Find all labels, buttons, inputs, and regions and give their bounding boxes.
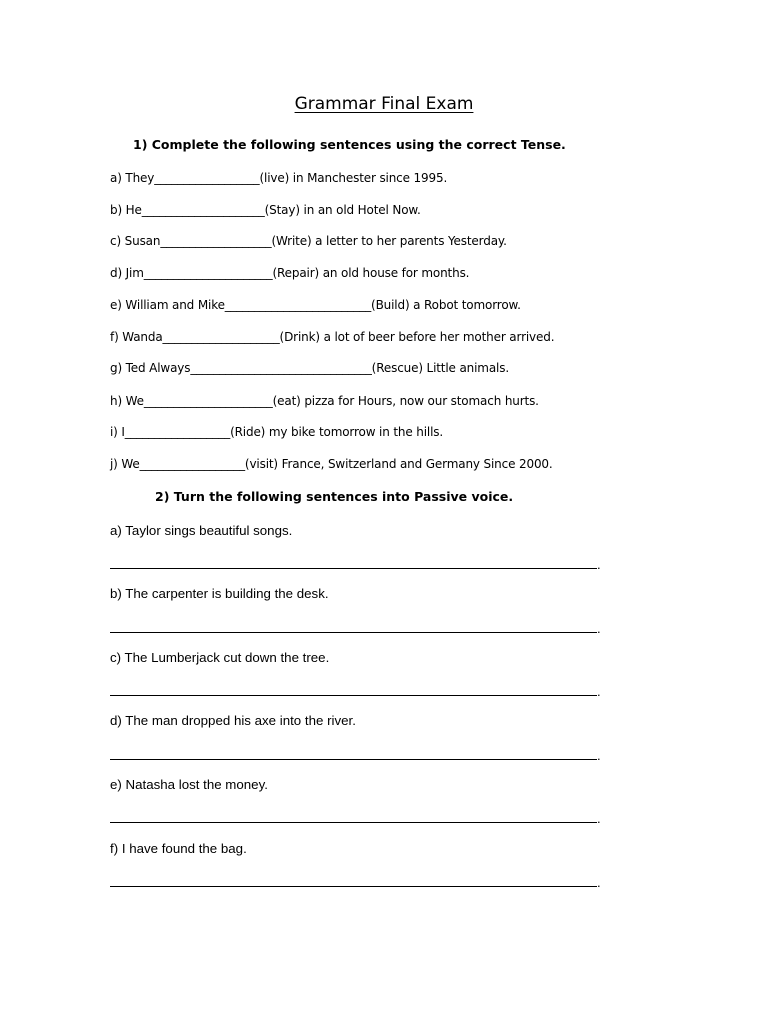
answer-line-b [110, 632, 597, 633]
passive-question-f: f) I have found the bag. [110, 841, 247, 856]
answer-line-e [110, 822, 597, 823]
passive-question-a: a) Taylor sings beautiful songs. [110, 523, 293, 538]
passive-question-b: b) The carpenter is building the desk. [110, 586, 329, 601]
answer-line-end: . [597, 684, 601, 699]
passive-question-c: c) The Lumberjack cut down the tree. [110, 650, 330, 665]
passive-question-d: d) The man dropped his axe into the river. [110, 713, 356, 728]
answer-line-f [110, 886, 597, 887]
answer-line-end: . [597, 557, 601, 572]
tense-question-b: b) He_____________________(Stay) in an old Hotel Now. [110, 203, 421, 217]
section-1-heading: 1) Complete the following sentences using the correct Tense. [133, 137, 566, 152]
answer-line-end: . [597, 748, 601, 763]
tense-question-i: i) I__________________(Ride) my bike tomorrow in the hills. [110, 425, 444, 439]
section-2-heading: 2) Turn the following sentences into Passive voice. [155, 489, 514, 504]
tense-question-d: d) Jim______________________(Repair) an old house for months. [110, 266, 470, 280]
answer-line-end: . [597, 875, 601, 890]
answer-line-c [110, 695, 597, 696]
passive-question-e: e) Natasha lost the money. [110, 777, 268, 792]
tense-question-c: c) Susan___________________(Write) a letter to her parents Yesterday. [110, 234, 507, 248]
answer-line-end: . [597, 621, 601, 636]
tense-question-j: j) We__________________(visit) France, Switzerland and Germany Since 2000. [110, 457, 553, 471]
answer-line-a [110, 568, 597, 569]
answer-line-end: . [597, 811, 601, 826]
tense-question-g: g) Ted Always_______________________________(Rescue) Little animals. [110, 361, 509, 375]
tense-question-h: h) We______________________(eat) pizza for Hours, now our stomach hurts. [110, 394, 539, 408]
tense-question-f: f) Wanda____________________(Drink) a lot of beer before her mother arrived. [110, 330, 555, 344]
tense-question-e: e) William and Mike_________________________(Build) a Robot tomorrow. [110, 298, 521, 312]
page-title: Grammar Final Exam [294, 94, 474, 114]
answer-line-d [110, 759, 597, 760]
tense-question-a: a) They__________________(live) in Manchester since 1995. [110, 171, 448, 185]
